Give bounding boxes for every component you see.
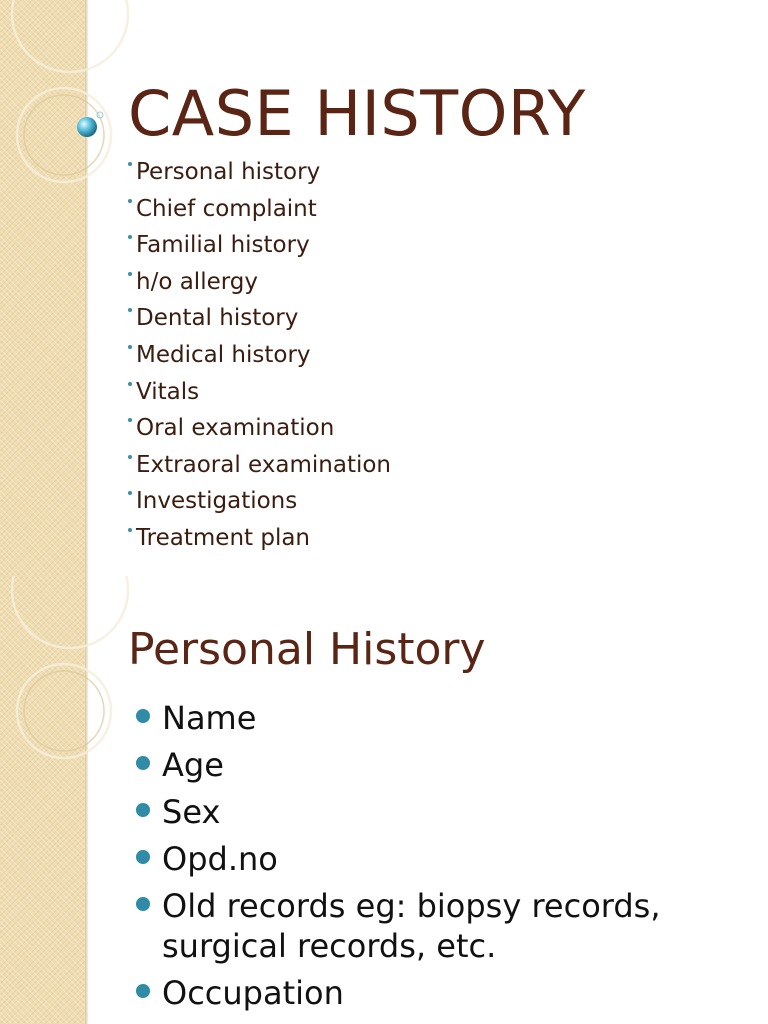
personal-history-list [134,698,744,1020]
bullet-dot-icon [128,272,132,276]
bullet-dot-icon [128,528,132,532]
slide-personal-history [0,576,768,1024]
list-item: Sex [134,792,744,832]
bullet-dot-icon [136,803,150,817]
bullet-dot-icon [128,455,132,459]
decorative-rings [0,0,120,200]
list-item: Dental history [128,300,391,337]
list-item: Chief complaint [128,191,391,228]
list-item: Opd.no [134,839,744,879]
list-item: h/o allergy [128,264,391,301]
list-item: Occupation [134,973,744,1013]
bullet-dot-icon [136,984,150,998]
blue-bead-icon [77,117,97,137]
bullet-dot-icon [136,709,150,723]
list-item: Age [134,745,744,785]
bullet-dot-icon [128,491,132,495]
list-item: Familial history [128,227,391,264]
list-item: Vitals [128,374,391,411]
bullet-dot-icon [128,162,132,166]
bullet-dot-icon [136,897,150,911]
bullet-dot-icon [128,382,132,386]
bullet-dot-icon [128,345,132,349]
decorative-rings [0,576,120,776]
list-item: Treatment plan [128,520,391,557]
list-item: Extraoral examination [128,447,391,484]
case-history-list [128,154,391,557]
list-item: Investigations [128,483,391,520]
bullet-dot-icon [136,850,150,864]
list-item: Old records eg: biopsy records, surgical records, etc. [134,886,744,966]
bullet-dot-icon [136,756,150,770]
slide-title: CASE HISTORY [128,77,586,150]
list-item: Name [134,698,744,738]
bullet-dot-icon [128,235,132,239]
list-item: Oral examination [128,410,391,447]
bullet-dot-icon [128,199,132,203]
bullet-dot-icon [128,418,132,422]
list-item: Medical history [128,337,391,374]
bullet-dot-icon [128,308,132,312]
slide-title: Personal History [128,624,486,675]
list-item: Personal history [128,154,391,191]
